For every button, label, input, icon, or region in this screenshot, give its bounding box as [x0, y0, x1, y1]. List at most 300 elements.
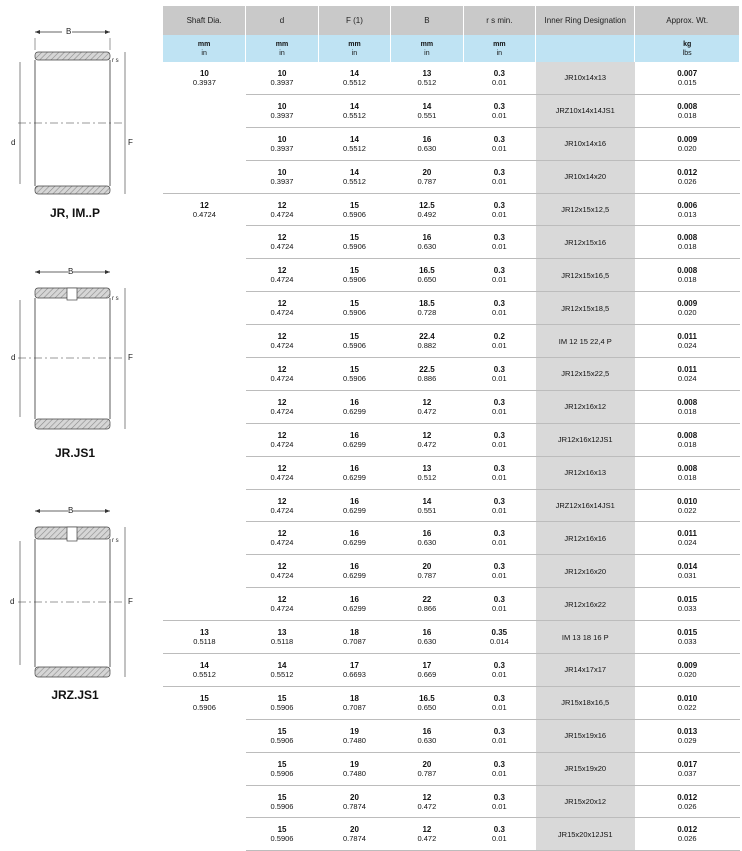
b-cell — [391, 423, 463, 456]
f-cell — [318, 456, 390, 489]
unit-cell — [635, 35, 740, 62]
b-mm-value: 16 — [422, 628, 432, 638]
f-mm-value: 17 — [350, 660, 359, 670]
d-dimension-label: d — [10, 597, 15, 606]
table-row — [163, 226, 740, 259]
b-mm-value: 13 — [422, 68, 432, 78]
shaft-cell — [163, 259, 246, 292]
b-cell — [391, 654, 463, 687]
rs-in-value: 0.01 — [492, 768, 507, 778]
rs-in-value: 0.01 — [492, 834, 507, 844]
d-cell — [246, 94, 318, 127]
d-cell — [246, 686, 318, 719]
unit-top: mm — [420, 40, 434, 48]
weight-mm-value: 0.008 — [677, 266, 698, 276]
weight-in-value: 0.020 — [677, 143, 697, 153]
weight-in-value: 0.031 — [677, 571, 697, 581]
shaft-mm-value: 14 — [199, 660, 209, 670]
f-mm-value: 20 — [350, 825, 359, 835]
f-in-value: 0.6693 — [342, 669, 366, 679]
designation-cell: JR15x18x16,5 — [536, 686, 635, 719]
weight-mm-value: 0.008 — [677, 463, 698, 473]
f-mm-value: 16 — [350, 595, 359, 605]
d-mm-value: 12 — [277, 266, 287, 276]
f-mm-value: 15 — [350, 332, 359, 342]
d-in-value: 0.4724 — [270, 406, 294, 416]
b-cell — [391, 94, 463, 127]
d-mm-value: 14 — [277, 660, 287, 670]
rs-mm-value: 0.3 — [493, 397, 505, 407]
d-mm-value: 15 — [277, 792, 287, 802]
designation-cell: IM 13 18 16 P — [536, 621, 635, 654]
d-in-value: 0.5906 — [270, 801, 294, 811]
b-cell — [391, 127, 463, 160]
rs-mm-value: 0.3 — [493, 68, 505, 78]
weight-cell — [635, 325, 740, 358]
d-mm-value: 12 — [277, 529, 287, 539]
shaft-in-value: 0.5118 — [193, 637, 216, 647]
d-in-value: 0.5906 — [270, 702, 294, 712]
weight-cell — [635, 423, 740, 456]
weight-cell — [635, 588, 740, 621]
b-in-value: 0.472 — [417, 406, 437, 416]
weight-mm-value: 0.007 — [677, 68, 698, 78]
weight-in-value: 0.020 — [677, 669, 697, 679]
b-in-value: 0.472 — [417, 439, 437, 449]
rs-mm-value: 0.35 — [491, 628, 508, 638]
designation-cell: JR15x20x12JS1 — [536, 818, 635, 851]
rs-mm-value: 0.3 — [493, 200, 505, 210]
weight-mm-value: 0.008 — [677, 233, 698, 243]
weight-in-value: 0.026 — [677, 176, 697, 186]
weight-cell — [635, 818, 740, 851]
rs-cell — [463, 456, 535, 489]
f-mm-value: 19 — [350, 759, 359, 769]
d-mm-value: 12 — [277, 233, 287, 243]
rs-mm-value: 0.3 — [493, 364, 505, 374]
d-in-value: 0.4724 — [270, 209, 294, 219]
table-row — [163, 785, 740, 818]
f-cell — [318, 127, 390, 160]
b-mm-value: 12 — [422, 397, 432, 407]
rs-cell — [463, 621, 535, 654]
b-in-value: 0.492 — [417, 209, 437, 219]
rs-mm-value: 0.3 — [493, 167, 505, 177]
f-mm-value: 15 — [350, 299, 359, 309]
header-b: B — [391, 6, 463, 35]
d-mm-value: 12 — [277, 595, 287, 605]
b-in-value: 0.630 — [417, 538, 437, 548]
f-mm-value: 15 — [350, 266, 359, 276]
weight-in-value: 0.018 — [677, 439, 697, 449]
b-in-value: 0.650 — [417, 702, 437, 712]
weight-cell — [635, 226, 740, 259]
rs-in-value: 0.01 — [492, 406, 507, 416]
table-row — [163, 127, 740, 160]
d-in-value: 0.3937 — [270, 77, 294, 87]
f-cell — [318, 686, 390, 719]
f-in-value: 0.5906 — [342, 275, 366, 285]
table-row — [163, 62, 740, 94]
shaft-mm-value: 15 — [199, 694, 209, 704]
weight-cell — [635, 160, 740, 193]
b-dimension-label: B — [66, 27, 72, 36]
d-in-value: 0.5906 — [270, 735, 294, 745]
weight-mm-value: 0.014 — [677, 562, 698, 572]
rs-mm-value: 0.3 — [493, 496, 505, 506]
weight-mm-value: 0.009 — [677, 660, 698, 670]
header-shaft-dia: Shaft Dia. — [163, 6, 246, 35]
weight-mm-value: 0.015 — [677, 628, 698, 638]
f-dimension-label: F — [128, 353, 133, 362]
b-in-value: 0.787 — [417, 571, 437, 581]
b-mm-value: 16.5 — [419, 266, 435, 276]
b-cell — [391, 160, 463, 193]
f-mm-value: 16 — [350, 496, 359, 506]
weight-mm-value: 0.017 — [677, 759, 698, 769]
weight-cell — [635, 719, 740, 752]
rs-in-value: 0.01 — [492, 341, 507, 351]
b-mm-value: 18.5 — [419, 299, 435, 309]
b-mm-value: 16 — [422, 529, 432, 539]
d-mm-value: 12 — [277, 200, 287, 210]
d-cell — [246, 226, 318, 259]
f-cell — [318, 423, 390, 456]
rs-in-value: 0.01 — [492, 505, 507, 515]
weight-in-value: 0.018 — [677, 242, 697, 252]
d-mm-value: 12 — [277, 562, 287, 572]
figure-label-jrz-js1: JRZ.JS1 — [51, 688, 99, 702]
shaft-cell — [163, 193, 246, 226]
rs-in-value: 0.01 — [492, 275, 507, 285]
rs-cell — [463, 423, 535, 456]
b-dimension-label: B — [68, 267, 74, 276]
shaft-cell — [163, 127, 246, 160]
f-in-value: 0.7480 — [342, 735, 366, 745]
shaft-cell — [163, 522, 246, 555]
rs-in-value: 0.01 — [492, 308, 507, 318]
b-mm-value: 12 — [422, 825, 432, 835]
rs-cell — [463, 160, 535, 193]
f-in-value: 0.5906 — [342, 341, 366, 351]
b-cell — [391, 818, 463, 851]
b-in-value: 0.787 — [417, 176, 437, 186]
unit-cell — [391, 35, 463, 62]
rs-in-value: 0.01 — [492, 538, 507, 548]
f-mm-value: 16 — [350, 463, 359, 473]
d-mm-value: 12 — [277, 463, 287, 473]
d-in-value: 0.4724 — [270, 439, 294, 449]
d-cell — [246, 555, 318, 588]
drawing-jr-js1 — [0, 262, 150, 437]
d-cell — [246, 785, 318, 818]
b-cell — [391, 785, 463, 818]
rs-mm-value: 0.3 — [493, 233, 505, 243]
rs-in-value: 0.01 — [492, 373, 507, 383]
shaft-in-value: 0.4724 — [192, 209, 216, 219]
unit-cell — [318, 35, 390, 62]
f-cell — [318, 62, 390, 94]
designation-cell: JRZ10x14x14JS1 — [536, 94, 635, 127]
inner-ring-spec-table — [163, 6, 740, 851]
rs-in-value: 0.01 — [492, 669, 507, 679]
unit-top: mm — [275, 40, 289, 48]
b-mm-value: 20 — [422, 759, 432, 769]
f-mm-value: 14 — [350, 134, 359, 144]
f-in-value: 0.7874 — [342, 801, 366, 811]
rs-cell — [463, 719, 535, 752]
unit-cell — [536, 35, 635, 62]
unit-top: mm — [493, 40, 506, 48]
b-mm-value: 16.5 — [419, 693, 435, 703]
rs-cell — [463, 752, 535, 785]
shaft-cell — [163, 390, 246, 423]
d-mm-value: 12 — [277, 364, 287, 374]
shaft-cell — [163, 358, 246, 391]
rs-cell — [463, 818, 535, 851]
b-cell — [391, 292, 463, 325]
rs-in-value: 0.01 — [492, 110, 507, 120]
unit-bottom: in — [496, 49, 503, 57]
weight-mm-value: 0.010 — [677, 496, 698, 506]
b-in-value: 0.650 — [417, 275, 437, 285]
designation-cell: JR10x14x20 — [536, 160, 635, 193]
drawing-jrz-js1 — [0, 502, 150, 687]
rs-in-value: 0.01 — [492, 571, 507, 581]
unit-bottom: lbs — [682, 49, 692, 57]
rs-mm-value: 0.3 — [493, 299, 505, 309]
b-in-value: 0.886 — [417, 373, 437, 383]
d-in-value: 0.4724 — [270, 472, 294, 482]
unit-top: kg — [683, 40, 692, 48]
f-in-value: 0.5512 — [342, 176, 366, 186]
weight-cell — [635, 654, 740, 687]
table-row — [163, 719, 740, 752]
weight-mm-value: 0.008 — [677, 397, 698, 407]
weight-mm-value: 0.011 — [677, 332, 697, 342]
shaft-in-value: 0.3937 — [192, 78, 216, 88]
d-mm-value: 12 — [277, 332, 287, 342]
b-in-value: 0.551 — [417, 110, 437, 120]
weight-cell — [635, 193, 740, 226]
designation-cell: IM 12 15 22,4 P — [536, 325, 635, 358]
f-mm-value: 16 — [350, 562, 359, 572]
d-cell — [246, 522, 318, 555]
rs-in-value: 0.01 — [492, 801, 507, 811]
b-cell — [391, 719, 463, 752]
table-row — [163, 325, 740, 358]
rs-in-value: 0.01 — [492, 143, 507, 153]
d-in-value: 0.4724 — [270, 275, 294, 285]
f-in-value: 0.7087 — [342, 702, 366, 712]
f-mm-value: 14 — [350, 68, 359, 78]
d-mm-value: 15 — [277, 825, 287, 835]
d-in-value: 0.5118 — [270, 637, 294, 647]
b-mm-value: 20 — [422, 562, 432, 572]
shaft-cell — [163, 292, 246, 325]
weight-in-value: 0.022 — [677, 702, 697, 712]
shaft-cell — [163, 555, 246, 588]
shaft-mm-value: 12 — [199, 200, 209, 210]
b-mm-value: 16 — [422, 134, 432, 144]
header-f: F (1) — [318, 6, 390, 35]
b-in-value: 0.551 — [417, 505, 437, 515]
unit-bottom: in — [351, 49, 358, 57]
d-in-value: 0.4724 — [270, 604, 294, 614]
unit-bottom: in — [201, 49, 207, 57]
rs-cell — [463, 588, 535, 621]
f-mm-value: 16 — [350, 529, 359, 539]
designation-cell: JR12x15x16 — [536, 226, 635, 259]
f-cell — [318, 325, 390, 358]
designation-cell: JR10x14x13 — [536, 62, 635, 94]
rs-mm-value: 0.3 — [493, 825, 505, 835]
unit-top: mm — [197, 40, 211, 48]
f-in-value: 0.6299 — [342, 505, 366, 515]
table-row — [163, 456, 740, 489]
designation-cell: JR12x15x16,5 — [536, 259, 635, 292]
rs-cell — [463, 127, 535, 160]
ring-drawing-icon — [0, 20, 150, 200]
b-cell — [391, 752, 463, 785]
weight-in-value: 0.024 — [677, 373, 697, 383]
f-cell — [318, 522, 390, 555]
designation-cell: JR10x14x16 — [536, 127, 635, 160]
b-mm-value: 14 — [422, 101, 432, 111]
b-in-value: 0.630 — [417, 242, 437, 252]
d-cell — [246, 390, 318, 423]
weight-in-value: 0.033 — [677, 637, 697, 647]
d-cell — [246, 456, 318, 489]
b-cell — [391, 62, 463, 94]
d-cell — [246, 588, 318, 621]
designation-cell: JR12x16x16 — [536, 522, 635, 555]
weight-cell — [635, 292, 740, 325]
b-cell — [391, 522, 463, 555]
table-row — [163, 423, 740, 456]
b-dimension-label: B — [68, 506, 74, 515]
weight-mm-value: 0.011 — [677, 364, 697, 374]
f-cell — [318, 390, 390, 423]
d-cell — [246, 752, 318, 785]
d-in-value: 0.3937 — [270, 176, 294, 186]
designation-cell: JR12x15x22,5 — [536, 358, 635, 391]
d-mm-value: 10 — [277, 134, 287, 144]
b-in-value: 0.472 — [417, 801, 437, 811]
f-mm-value: 19 — [350, 726, 359, 736]
weight-mm-value: 0.008 — [677, 430, 698, 440]
rs-mm-value: 0.3 — [493, 266, 505, 276]
header-designation: Inner Ring Designation — [536, 6, 635, 35]
f-cell — [318, 555, 390, 588]
d-cell — [246, 62, 318, 94]
rs-in-value: 0.01 — [492, 702, 507, 712]
f-mm-value: 18 — [350, 693, 359, 703]
f-in-value: 0.5512 — [342, 110, 366, 120]
drawing-jr-im-p — [0, 20, 150, 220]
rs-mm-value: 0.3 — [493, 693, 505, 703]
f-cell — [318, 292, 390, 325]
b-cell — [391, 193, 463, 226]
weight-cell — [635, 127, 740, 160]
b-cell — [391, 686, 463, 719]
f-in-value: 0.7087 — [342, 637, 366, 647]
shaft-mm-value: 13 — [199, 628, 209, 638]
b-cell — [391, 226, 463, 259]
rs-mm-value: 0.2 — [493, 332, 505, 342]
rs-mm-value: 0.3 — [493, 792, 505, 802]
weight-in-value: 0.018 — [677, 406, 697, 416]
rs-cell — [463, 522, 535, 555]
b-mm-value: 16 — [422, 726, 432, 736]
designation-cell: JR12x16x20 — [536, 555, 635, 588]
weight-mm-value: 0.009 — [677, 134, 698, 144]
f-mm-value: 15 — [350, 233, 359, 243]
designation-cell: JR15x20x12 — [536, 785, 635, 818]
rs-cell — [463, 785, 535, 818]
rs-cell — [463, 489, 535, 522]
shaft-cell — [163, 94, 246, 127]
b-mm-value: 16 — [422, 233, 432, 243]
rs-cell — [463, 390, 535, 423]
header-row — [163, 6, 740, 35]
weight-mm-value: 0.006 — [677, 200, 698, 210]
rs-cell — [463, 193, 535, 226]
rs-in-value: 0.01 — [492, 176, 507, 186]
f-cell — [318, 358, 390, 391]
weight-in-value: 0.022 — [677, 505, 697, 515]
figure-label-jr-im-p: JR, IM..P — [49, 206, 100, 220]
b-in-value: 0.728 — [417, 308, 437, 318]
weight-cell — [635, 456, 740, 489]
d-mm-value: 15 — [277, 726, 287, 736]
rs-mm-value: 0.3 — [493, 562, 505, 572]
designation-cell: JR12x16x12JS1 — [536, 423, 635, 456]
f-cell — [318, 226, 390, 259]
rs-cell — [463, 686, 535, 719]
b-in-value: 0.472 — [417, 834, 437, 844]
weight-cell — [635, 259, 740, 292]
designation-cell: JR14x17x17 — [536, 654, 635, 687]
weight-cell — [635, 785, 740, 818]
weight-in-value: 0.029 — [677, 735, 697, 745]
f-cell — [318, 818, 390, 851]
rs-mm-value: 0.3 — [493, 759, 505, 769]
table-row — [163, 654, 740, 687]
b-cell — [391, 390, 463, 423]
d-cell — [246, 489, 318, 522]
table-row — [163, 489, 740, 522]
shaft-cell — [163, 752, 246, 785]
table-row — [163, 259, 740, 292]
rs-cell — [463, 62, 535, 94]
weight-in-value: 0.037 — [677, 768, 697, 778]
f-cell — [318, 621, 390, 654]
rs-in-value: 0.01 — [492, 472, 507, 482]
d-cell — [246, 160, 318, 193]
d-in-value: 0.4724 — [270, 242, 294, 252]
d-in-value: 0.3937 — [270, 110, 294, 120]
designation-cell: JR12x15x12,5 — [536, 193, 635, 226]
weight-cell — [635, 686, 740, 719]
designation-cell: JR12x16x13 — [536, 456, 635, 489]
d-dimension-label: d — [11, 138, 16, 147]
table-row — [163, 752, 740, 785]
f-in-value: 0.6299 — [342, 472, 366, 482]
shaft-in-value: 0.5906 — [192, 703, 216, 713]
weight-mm-value: 0.012 — [677, 167, 698, 177]
d-mm-value: 15 — [277, 759, 287, 769]
